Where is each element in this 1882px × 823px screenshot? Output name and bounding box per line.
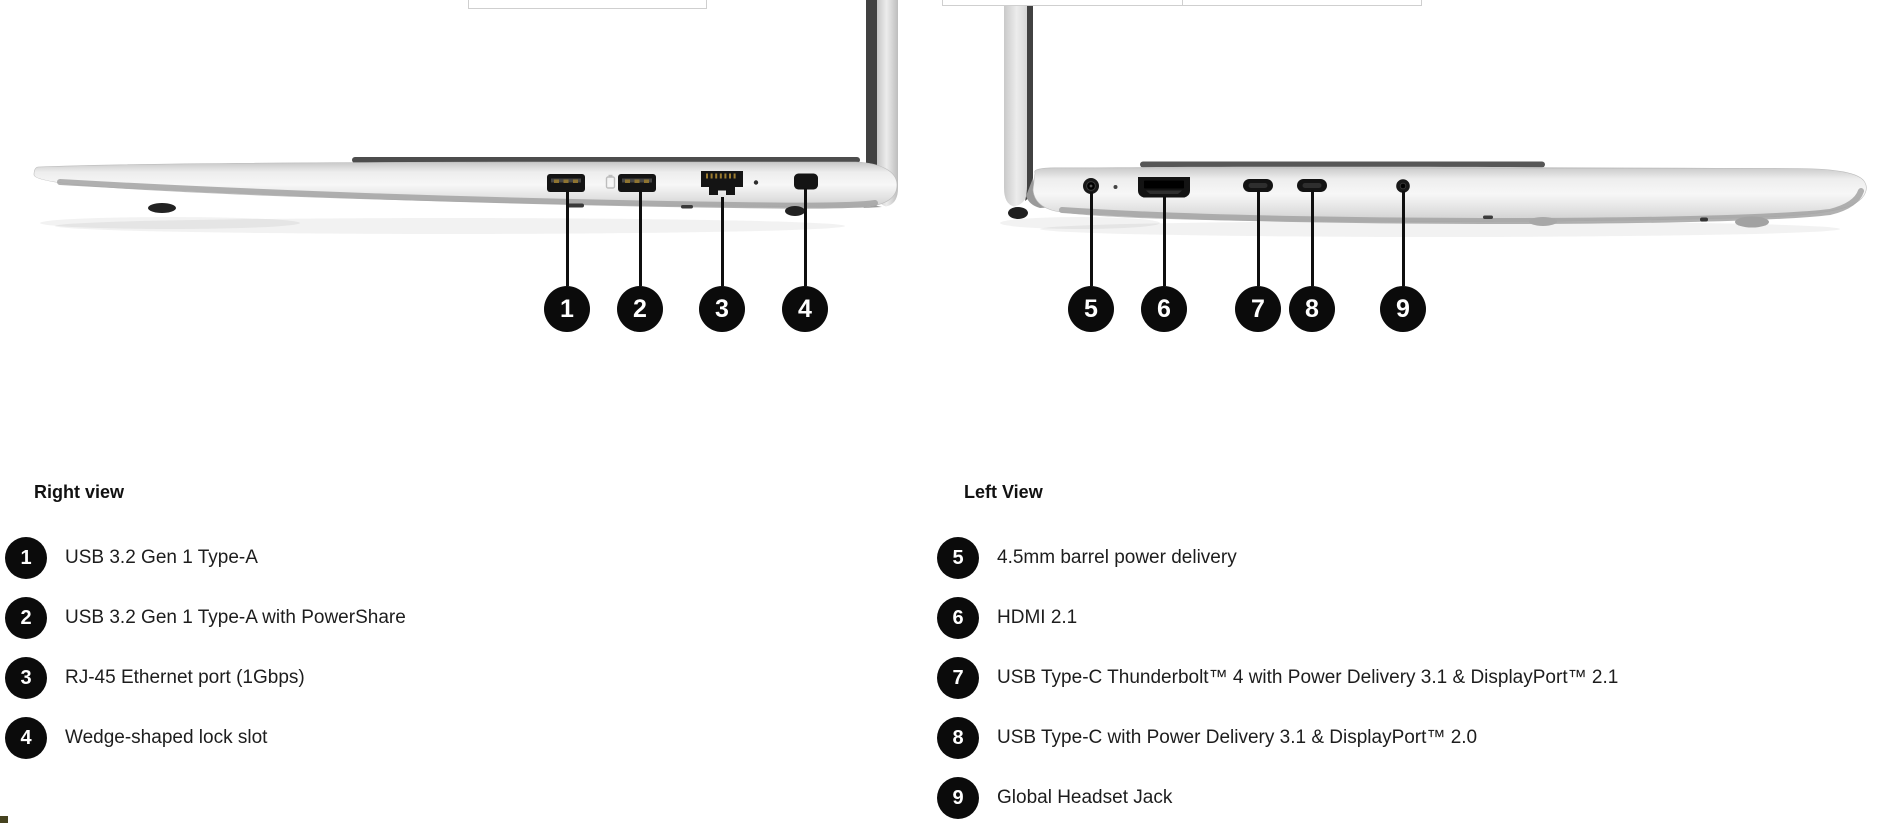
callout-line-7 (1257, 190, 1260, 286)
legend-item-7 (937, 657, 1618, 699)
legend-item-9 (937, 777, 1618, 819)
right-view-title: Right view (34, 482, 125, 502)
callout-circle-9: 9 (1380, 286, 1426, 332)
left-view-legend (937, 537, 1618, 819)
callout-line-2 (639, 190, 642, 286)
right-view-bottom-detail (566, 204, 584, 208)
callout-line-1 (566, 190, 569, 286)
legend-badge-7: 7 (937, 657, 979, 699)
callout-line-6 (1163, 196, 1166, 286)
legend-label-8: USB Type-C with Power Delivery 3.1 & DisplayPort™ 2.0 (997, 727, 1478, 748)
left-view-foot-front (1735, 217, 1769, 228)
left-view-foot-hinge (1008, 207, 1028, 219)
legend-label-5: 4.5mm barrel power delivery (997, 547, 1237, 568)
legend-badge-1: 1 (5, 537, 47, 579)
callout-circle-2: 2 (617, 286, 663, 332)
cropped-corner-artifact (0, 816, 8, 823)
legend-item-8 (937, 717, 1618, 759)
legend-badge-4: 4 (5, 717, 47, 759)
callout-circle-7: 7 (1235, 286, 1281, 332)
callout-circle-1: 1 (544, 286, 590, 332)
legend-badge-2: 2 (5, 597, 47, 639)
callout-line-4 (804, 188, 807, 286)
callout-circle-3: 3 (699, 286, 745, 332)
laptop-right-view (34, 0, 898, 234)
legend-item-4 (5, 717, 406, 759)
right-view-foot-front (148, 203, 176, 213)
table-cell-divider (1182, 0, 1183, 5)
legend-badge-6: 6 (937, 597, 979, 639)
cropped-table-row (942, 0, 1422, 6)
power-led (1114, 185, 1118, 189)
left-view-deck-strip (1140, 162, 1545, 168)
legend-item-5 (937, 537, 1618, 579)
laptop-side-views (0, 0, 1882, 250)
callout-line-5 (1090, 192, 1093, 286)
cropped-table-cell (468, 0, 707, 9)
callout-line-3 (721, 197, 724, 286)
right-view-shadow-front (40, 217, 300, 229)
legend-label-6: HDMI 2.1 (997, 607, 1078, 628)
microphone-hole (754, 180, 758, 184)
laptop-left-view (1000, 0, 1866, 237)
callout-circle-8: 8 (1289, 286, 1335, 332)
legend-badge-9: 9 (937, 777, 979, 819)
callout-line-9 (1402, 191, 1405, 286)
legend-item-6 (937, 597, 1618, 639)
callout-circle-5: 5 (1068, 286, 1114, 332)
right-view-bottom-detail (681, 205, 693, 209)
usb-a-port-2 (618, 174, 656, 192)
callout-circle-6: 6 (1141, 286, 1187, 332)
legend-item-1 (5, 537, 406, 579)
legend-label-2: USB 3.2 Gen 1 Type-A with PowerShare (65, 607, 406, 628)
hdmi-port (1138, 177, 1190, 198)
callout-circle-4: 4 (782, 286, 828, 332)
left-view-title: Left View (964, 482, 1043, 502)
legend-item-3 (5, 657, 406, 699)
left-view-bottom-detail (1483, 216, 1493, 220)
left-view-foot-mid (1529, 217, 1557, 226)
right-view-legend (5, 537, 406, 759)
legend-label-1: USB 3.2 Gen 1 Type-A (65, 547, 258, 568)
callout-line-8 (1311, 190, 1314, 286)
legend-label-3: RJ-45 Ethernet port (1Gbps) (65, 667, 305, 688)
left-view-bottom-detail (1700, 218, 1708, 222)
left-view-shadow-hinge (1000, 217, 1160, 229)
legend-label-7: USB Type-C Thunderbolt™ 4 with Power Delivery 3.1 & DisplayPort™ 2.1 (997, 667, 1619, 688)
legend-item-2 (5, 597, 406, 639)
right-view-foot-rear (785, 206, 805, 216)
legend-label-9: Global Headset Jack (997, 787, 1173, 808)
legend-badge-3: 3 (5, 657, 47, 699)
legend-badge-5: 5 (937, 537, 979, 579)
legend-badge-8: 8 (937, 717, 979, 759)
legend-label-4: Wedge-shaped lock slot (65, 727, 268, 748)
left-view-screen-back (1004, 0, 1027, 207)
